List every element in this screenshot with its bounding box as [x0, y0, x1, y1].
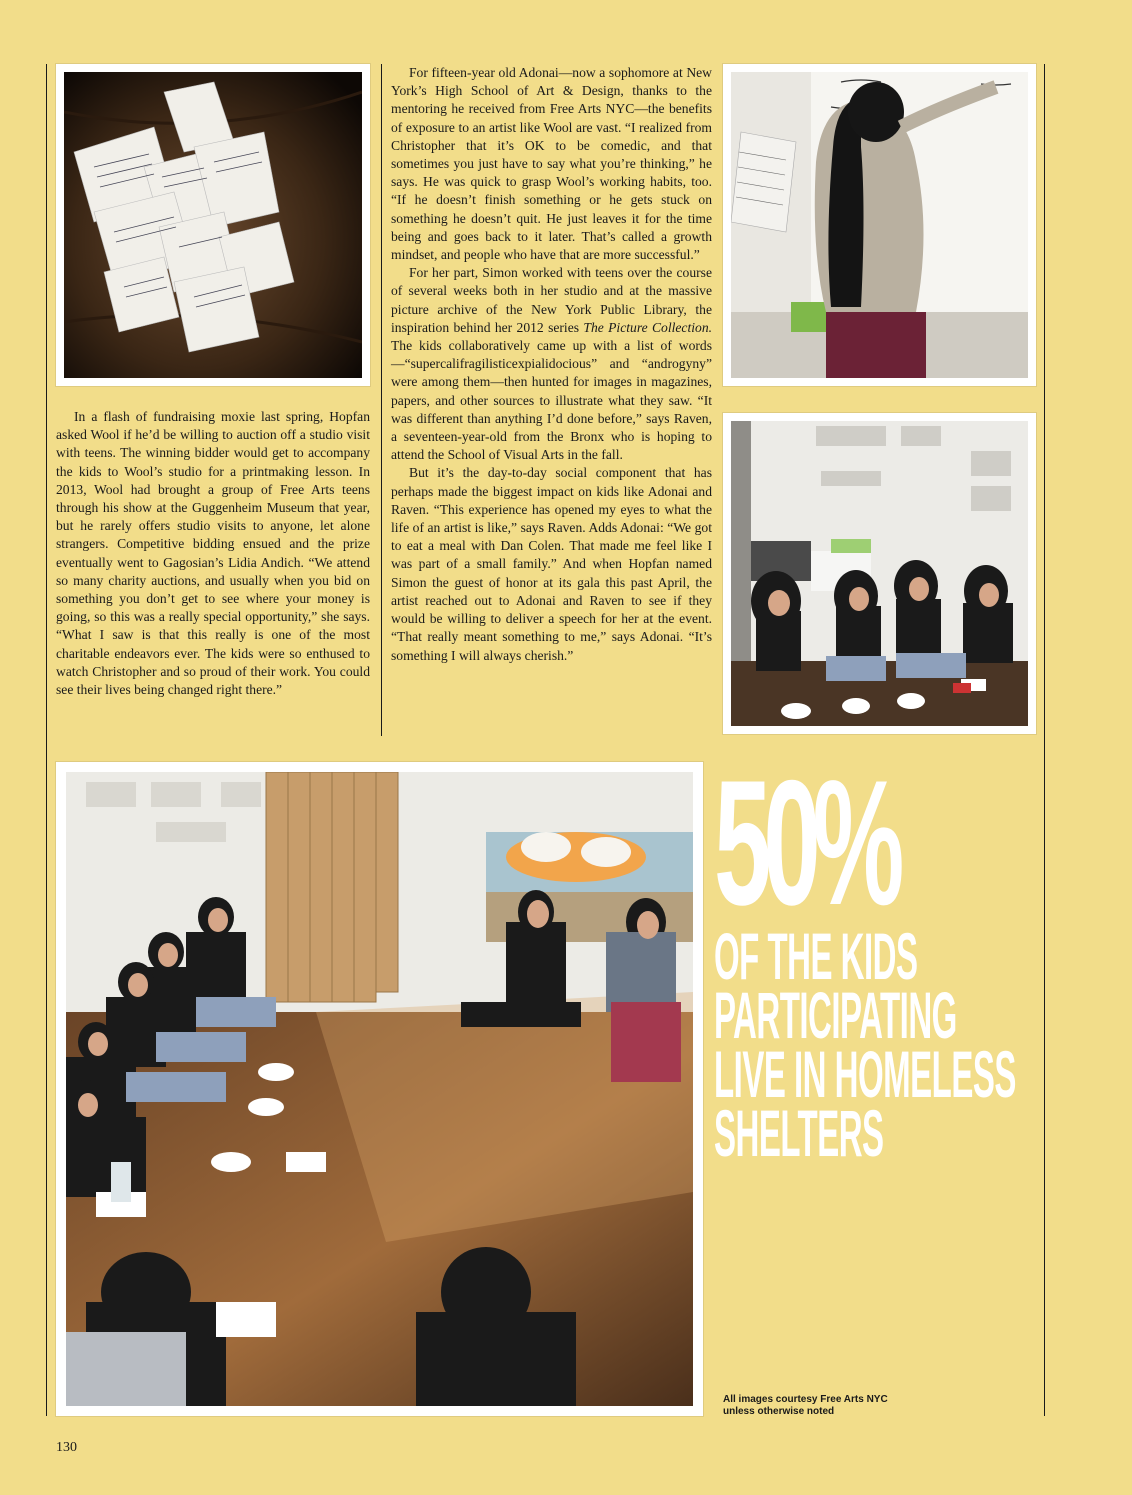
photo-teens-seated [723, 413, 1036, 734]
article-column-left [56, 408, 370, 699]
stat-line-3: LIVE IN HOMELESS [714, 1037, 1016, 1111]
column-rule-left [46, 64, 47, 1416]
paragraph-auction: In a flash of fundraising moxie last spring, Hopfan asked Wool if he’d be willing to auction off a studio visit with teens. The winning bidder would get to accompany the kids to Wool’s studio for a printmaking lesson. In 2013, Wool had brought a group of Free Arts teens through his show at the Guggenheim Museum that year, but he rarely offers studio visits to anyone, let alone strangers. Competitive bidding ensued and the prize eventually went to Gagosian’s Lidia Andich. “We attend so many charity auctions, and usually when you bid on something you don’t get to see where your money is going, so this was a really special opportunity,” she says. “What I saw is that this really is one of the most charitable endeavors ever. The kids were so enthused to watch Christopher and so proud of their work. You could see their lives being changed right there.” [56, 409, 370, 698]
image-credit: All images courtesy Free Arts NYC unless otherwise noted [723, 1394, 888, 1417]
stat-line-4: SHELTERS [714, 1096, 884, 1170]
paragraph-social: But it’s the day-to-day social component that has perhaps made the biggest impact on kids like Adonai and Raven. “This experience has opened my eyes to what the life of an artist is like,” says Raven. Adds Adonai: “We got to eat a meal with Dan Colen. That made me feel like I was part of a small family.” And when Hopfan named Simon the guest of honor at its gala this past April, the artist reached out to Adonai and Raven to see if they would be willing to deliver a speech for her at the event. “That really meant something to me,” says Adonai. “It’s something I will always cherish.” [391, 465, 712, 663]
paragraph-simon [391, 264, 712, 464]
column-rule-right [1044, 64, 1045, 1416]
paragraph-simon-rest: The kids collaboratively came up with a list of words—“supercalifragilisticexpialidocious” and “androgyny” were among them—then hunted for images in magazines, papers, and other sources to illustrate what they saw. “It was different than anything I’d done before,” says Raven, a seventeen-year-old from the Bronx who is hoping to attend the School of Visual Arts in the fall. [391, 338, 712, 463]
series-title: The Picture Collection. [583, 319, 713, 335]
stat-number: 50% [714, 743, 897, 942]
photo-group-circle [56, 762, 703, 1416]
page-number: 130 [56, 1440, 77, 1455]
stat-line-2: PARTICIPATING [714, 978, 957, 1052]
paragraph-simon-intro: For her part, Simon worked with teens over the course of several weeks both in her studio and at the massive picture archive of the New York Public Library, the inspiration behind her 2012 series [391, 265, 712, 335]
paragraph-adonai: For fifteen-year old Adonai—now a sophomore at New York’s High School of Art & Design, thanks to the mentoring he received from Free Arts NYC—the benefits of exposure to an artist like Wool are vast. “I realized from Christopher that it’s OK to be comedic, and that sometimes you just have to say what you’re thinking,” he says. He was quick to grasp Wool’s working habits, too. “If he doesn’t finish something or he gets stuck on something he doesn’t quit. He just leaves it for the time being and goes back to it later. That’s called a growth mindset, and people who have that are more successful.” [391, 65, 712, 263]
article-column-middle [391, 64, 712, 665]
column-rule-center [381, 64, 382, 736]
photo-whiteboard [723, 64, 1036, 386]
pull-statistic [714, 743, 1044, 1170]
stat-line-1: OF THE KIDS [714, 919, 918, 993]
photo-handwritten-notes [56, 64, 370, 386]
